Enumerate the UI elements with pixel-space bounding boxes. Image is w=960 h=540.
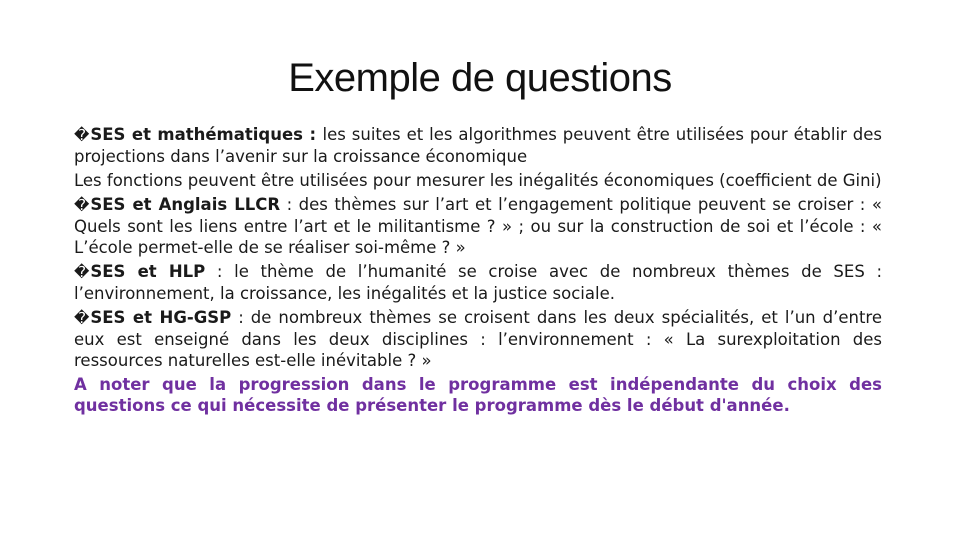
paragraph-ses-hggsp	[74, 307, 882, 371]
bullet-icon: �	[74, 263, 90, 281]
paragraph-lead: SES et mathématiques :	[90, 125, 323, 144]
paragraph-fonctions	[74, 170, 882, 191]
paragraph-lead: SES et Anglais LLCR	[90, 195, 281, 214]
paragraph-text: : le thème de l’humanité se croise avec de nombreux thèmes de SES : l’environnement, la croissance, les inégalités et la justice sociale.	[74, 262, 883, 303]
bullet-icon: �	[74, 126, 90, 144]
paragraph-text: Les fonctions peuvent être utilisées pour mesurer les inégalités économiques (coefficient de Gini)	[74, 171, 882, 190]
paragraph-text: les suites et les algorithmes peuvent être utilisées pour établir des projections dans l’avenir sur la croissance économique	[74, 125, 882, 166]
paragraph-ses-maths	[74, 124, 882, 167]
bullet-icon: �	[74, 309, 90, 327]
paragraph-lead: SES et HG-GSP	[90, 308, 232, 327]
paragraph-ses-hlp	[74, 261, 882, 304]
slide-body	[74, 124, 882, 419]
bullet-icon: �	[74, 196, 90, 214]
note-paragraph: A noter que la progression dans le programme est indépendante du choix des questions ce qui nécessite de présenter le programme dès le début d'année.	[74, 375, 882, 415]
paragraph-lead: SES et HLP	[90, 262, 206, 281]
paragraph-ses-anglais	[74, 194, 882, 258]
paragraph-text: : des thèmes sur l’art et l’engagement politique peuvent se croiser : « Quels sont les liens entre l’art et le militantisme ? » ; ou sur la construction de soi et l’école : « L’école permet-elle de se réaliser soi-même ? »	[74, 195, 882, 257]
slide-title: Exemple de questions	[288, 56, 672, 100]
paragraph-text: : de nombreux thèmes se croisent dans les deux spécialités, et l’un d’entre eux est enseigné dans les deux disciplines : l’environnement : « La surexploitation des ressources naturelles est-elle inévitable ? »	[74, 308, 882, 370]
